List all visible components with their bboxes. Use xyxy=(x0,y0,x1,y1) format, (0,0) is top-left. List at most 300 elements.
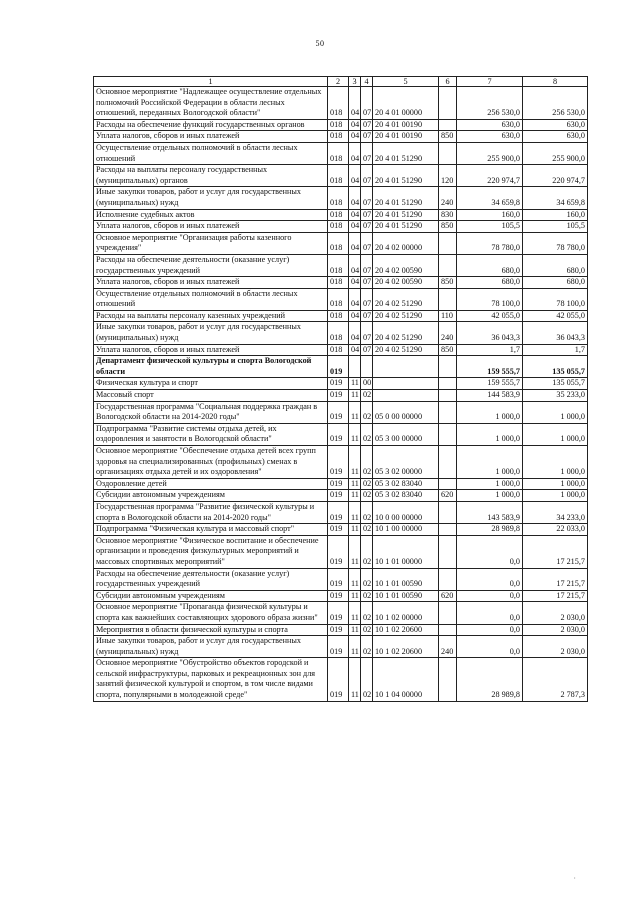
amount-year2-cell: 680,0 xyxy=(523,277,588,289)
target-article-cell: 20 4 01 00000 xyxy=(373,87,439,120)
amount-year2-cell: 1 000,0 xyxy=(523,423,588,445)
expense-type-cell xyxy=(439,568,457,590)
amount-year2-cell: 17 215,7 xyxy=(523,535,588,568)
table-row xyxy=(94,535,588,568)
subsection-code-cell: 02 xyxy=(361,423,373,445)
row-name-cell: Основное мероприятие "Обеспечение отдыха детей всех групп здоровья на специализированных (профильных) сменах в организациях отдыха детей и их оздоровления" xyxy=(94,446,328,479)
table-row xyxy=(94,322,588,344)
target-article-cell: 20 4 02 51290 xyxy=(373,310,439,322)
subsection-code-cell: 07 xyxy=(361,232,373,254)
target-article-cell: 10 1 00 00000 xyxy=(373,524,439,536)
amount-year2-cell: 630,0 xyxy=(523,131,588,143)
expense-type-cell: 240 xyxy=(439,636,457,658)
subsection-code-cell: 07 xyxy=(361,131,373,143)
section-code-cell: 11 xyxy=(349,390,361,402)
target-article-cell: 05 3 00 00000 xyxy=(373,423,439,445)
amount-year1-cell: 0,0 xyxy=(457,535,523,568)
expense-type-cell: 120 xyxy=(439,165,457,187)
amount-year1-cell: 28 989,8 xyxy=(457,658,523,701)
amount-year2-cell: 255 900,0 xyxy=(523,142,588,164)
row-name-cell: Основное мероприятие "Надлежащее осуществление отдельных полномочий Российской Федерации в области лесных отношений, переданных Вологодской области" xyxy=(94,87,328,120)
table-row xyxy=(94,254,588,276)
row-name-cell: Физическая культура и спорт xyxy=(94,378,328,390)
table-row xyxy=(94,187,588,209)
subsection-code-cell: 07 xyxy=(361,87,373,120)
admin-code-cell: 018 xyxy=(328,187,349,209)
subsection-code-cell: 07 xyxy=(361,277,373,289)
admin-code-cell: 019 xyxy=(328,535,349,568)
amount-year2-cell: 2 787,3 xyxy=(523,658,588,701)
target-article-cell: 05 3 02 00000 xyxy=(373,446,439,479)
expense-type-cell: 830 xyxy=(439,209,457,221)
amount-year2-cell: 135 055,7 xyxy=(523,356,588,378)
target-article-cell xyxy=(373,390,439,402)
section-code-cell: 11 xyxy=(349,636,361,658)
corner-mark: · xyxy=(573,874,576,883)
row-name-cell: Уплата налогов, сборов и иных платежей xyxy=(94,131,328,143)
amount-year1-cell: 144 583,9 xyxy=(457,390,523,402)
expense-type-cell xyxy=(439,87,457,120)
expense-type-cell: 620 xyxy=(439,490,457,502)
subsection-code-cell: 02 xyxy=(361,535,373,568)
section-code-cell: 11 xyxy=(349,501,361,523)
section-code-cell: 04 xyxy=(349,165,361,187)
budget-table xyxy=(93,76,588,702)
target-article-cell: 20 4 02 51290 xyxy=(373,344,439,356)
subsection-code-cell: 02 xyxy=(361,524,373,536)
expense-type-cell xyxy=(439,254,457,276)
amount-year1-cell: 0,0 xyxy=(457,568,523,590)
subsection-code-cell: 02 xyxy=(361,568,373,590)
admin-code-cell: 018 xyxy=(328,322,349,344)
subsection-code-cell: 07 xyxy=(361,142,373,164)
target-article-cell: 10 0 00 00000 xyxy=(373,501,439,523)
table-row xyxy=(94,401,588,423)
admin-code-cell: 018 xyxy=(328,310,349,322)
amount-year1-cell: 78 780,0 xyxy=(457,232,523,254)
admin-code-cell: 019 xyxy=(328,423,349,445)
header-cell: 7 xyxy=(457,77,523,87)
expense-type-cell xyxy=(439,446,457,479)
admin-code-cell: 018 xyxy=(328,119,349,131)
subsection-code-cell: 07 xyxy=(361,254,373,276)
subsection-code-cell: 07 xyxy=(361,221,373,233)
row-name-cell: Департамент физической культуры и спорта Вологодской области xyxy=(94,356,328,378)
section-code-cell: 11 xyxy=(349,378,361,390)
amount-year2-cell: 220 974,7 xyxy=(523,165,588,187)
table-row xyxy=(94,524,588,536)
row-name-cell: Государственная программа "Развитие физической культуры и спорта в Вологодской области на 2014-2020 годы" xyxy=(94,501,328,523)
amount-year1-cell: 42 055,0 xyxy=(457,310,523,322)
amount-year1-cell: 630,0 xyxy=(457,131,523,143)
table-row xyxy=(94,87,588,120)
table-row xyxy=(94,232,588,254)
section-code-cell: 11 xyxy=(349,602,361,624)
row-name-cell: Основное мероприятие "Физическое воспитание и обеспечение организации и проведения физкультурных мероприятий и массовых спортивных мероприятий" xyxy=(94,535,328,568)
amount-year1-cell: 1 000,0 xyxy=(457,478,523,490)
target-article-cell: 10 1 01 00590 xyxy=(373,568,439,590)
row-name-cell: Государственная программа "Социальная поддержка граждан в Вологодской области на 2014-2020 годы" xyxy=(94,401,328,423)
section-code-cell: 04 xyxy=(349,131,361,143)
row-name-cell: Подпрограмма "Физическая культура и массовый спорт" xyxy=(94,524,328,536)
amount-year2-cell: 42 055,0 xyxy=(523,310,588,322)
expense-type-cell xyxy=(439,624,457,636)
admin-code-cell: 019 xyxy=(328,478,349,490)
target-article-cell: 05 0 00 00000 xyxy=(373,401,439,423)
amount-year1-cell: 256 530,0 xyxy=(457,87,523,120)
expense-type-cell xyxy=(439,390,457,402)
expense-type-cell: 240 xyxy=(439,322,457,344)
header-cell: 5 xyxy=(373,77,439,87)
subsection-code-cell xyxy=(361,356,373,378)
amount-year1-cell: 1 000,0 xyxy=(457,423,523,445)
subsection-code-cell: 02 xyxy=(361,490,373,502)
section-code-cell: 11 xyxy=(349,568,361,590)
target-article-cell: 20 4 01 51290 xyxy=(373,165,439,187)
row-name-cell: Осуществление отдельных полномочий в области лесных отношений xyxy=(94,288,328,310)
amount-year1-cell: 78 100,0 xyxy=(457,288,523,310)
target-article-cell: 10 1 02 20600 xyxy=(373,636,439,658)
table-row xyxy=(94,142,588,164)
section-code-cell: 04 xyxy=(349,87,361,120)
table-row xyxy=(94,636,588,658)
amount-year2-cell: 1 000,0 xyxy=(523,478,588,490)
subsection-code-cell: 02 xyxy=(361,446,373,479)
expense-type-cell xyxy=(439,288,457,310)
admin-code-cell: 019 xyxy=(328,568,349,590)
expense-type-cell: 620 xyxy=(439,590,457,602)
row-name-cell: Мероприятия в области физической культуры и спорта xyxy=(94,624,328,636)
table-row xyxy=(94,624,588,636)
subsection-code-cell: 07 xyxy=(361,288,373,310)
target-article-cell: 10 1 01 00590 xyxy=(373,590,439,602)
expense-type-cell xyxy=(439,535,457,568)
table-row xyxy=(94,288,588,310)
amount-year1-cell: 630,0 xyxy=(457,119,523,131)
section-code-cell: 11 xyxy=(349,401,361,423)
table-row xyxy=(94,490,588,502)
section-code-cell: 04 xyxy=(349,187,361,209)
table-row xyxy=(94,209,588,221)
amount-year2-cell: 2 030,0 xyxy=(523,636,588,658)
row-name-cell: Уплата налогов, сборов и иных платежей xyxy=(94,221,328,233)
amount-year1-cell: 0,0 xyxy=(457,636,523,658)
admin-code-cell: 019 xyxy=(328,501,349,523)
row-name-cell: Основное мероприятие "Пропаганда физической культуры и спорта как важнейших составляющих здорового образа жизни" xyxy=(94,602,328,624)
amount-year1-cell: 220 974,7 xyxy=(457,165,523,187)
expense-type-cell: 850 xyxy=(439,131,457,143)
admin-code-cell: 018 xyxy=(328,344,349,356)
row-name-cell: Расходы на обеспечение деятельности (оказание услуг) государственных учреждений xyxy=(94,254,328,276)
section-code-cell: 11 xyxy=(349,478,361,490)
expense-type-cell xyxy=(439,142,457,164)
amount-year1-cell: 160,0 xyxy=(457,209,523,221)
subsection-code-cell: 02 xyxy=(361,602,373,624)
amount-year1-cell: 159 555,7 xyxy=(457,356,523,378)
row-name-cell: Субсидии автономным учреждениям xyxy=(94,590,328,602)
section-code-cell: 11 xyxy=(349,446,361,479)
amount-year1-cell: 0,0 xyxy=(457,624,523,636)
table-row xyxy=(94,602,588,624)
amount-year1-cell: 143 583,9 xyxy=(457,501,523,523)
expense-type-cell: 850 xyxy=(439,344,457,356)
amount-year1-cell: 0,0 xyxy=(457,602,523,624)
admin-code-cell: 019 xyxy=(328,446,349,479)
section-code-cell: 04 xyxy=(349,232,361,254)
amount-year1-cell: 159 555,7 xyxy=(457,378,523,390)
table-row xyxy=(94,119,588,131)
expense-type-cell xyxy=(439,658,457,701)
amount-year2-cell: 78 100,0 xyxy=(523,288,588,310)
header-cell: 1 xyxy=(94,77,328,87)
subsection-code-cell: 02 xyxy=(361,390,373,402)
amount-year2-cell: 34 233,0 xyxy=(523,501,588,523)
row-name-cell: Иные закупки товаров, работ и услуг для государственных (муниципальных) нужд xyxy=(94,322,328,344)
subsection-code-cell: 07 xyxy=(361,209,373,221)
amount-year1-cell: 1 000,0 xyxy=(457,401,523,423)
admin-code-cell: 018 xyxy=(328,165,349,187)
section-code-cell: 04 xyxy=(349,322,361,344)
amount-year1-cell: 0,0 xyxy=(457,590,523,602)
target-article-cell: 20 4 01 00190 xyxy=(373,119,439,131)
expense-type-cell xyxy=(439,401,457,423)
target-article-cell: 10 1 01 00000 xyxy=(373,535,439,568)
target-article-cell: 20 4 02 00590 xyxy=(373,254,439,276)
section-code-cell: 04 xyxy=(349,209,361,221)
admin-code-cell: 018 xyxy=(328,277,349,289)
amount-year1-cell: 28 989,8 xyxy=(457,524,523,536)
amount-year2-cell: 1 000,0 xyxy=(523,401,588,423)
section-code-cell: 04 xyxy=(349,142,361,164)
admin-code-cell: 019 xyxy=(328,658,349,701)
admin-code-cell: 018 xyxy=(328,87,349,120)
target-article-cell: 05 3 02 83040 xyxy=(373,490,439,502)
row-name-cell: Исполнение судебных актов xyxy=(94,209,328,221)
amount-year2-cell: 2 030,0 xyxy=(523,624,588,636)
subsection-code-cell: 02 xyxy=(361,401,373,423)
target-article-cell: 20 4 02 00000 xyxy=(373,232,439,254)
amount-year2-cell: 1,7 xyxy=(523,344,588,356)
target-article-cell: 10 1 02 00000 xyxy=(373,602,439,624)
row-name-cell: Оздоровление детей xyxy=(94,478,328,490)
row-name-cell: Уплата налогов, сборов и иных платежей xyxy=(94,344,328,356)
subsection-code-cell: 02 xyxy=(361,501,373,523)
expense-type-cell xyxy=(439,423,457,445)
amount-year1-cell: 1 000,0 xyxy=(457,490,523,502)
subsection-code-cell: 07 xyxy=(361,165,373,187)
section-code-cell: 04 xyxy=(349,119,361,131)
amount-year1-cell: 680,0 xyxy=(457,277,523,289)
table-row xyxy=(94,501,588,523)
target-article-cell: 20 4 01 51290 xyxy=(373,221,439,233)
table-row xyxy=(94,378,588,390)
subsection-code-cell: 07 xyxy=(361,187,373,209)
target-article-cell: 20 4 01 00190 xyxy=(373,131,439,143)
target-article-cell: 20 4 01 51290 xyxy=(373,142,439,164)
section-code-cell: 04 xyxy=(349,277,361,289)
section-code-cell: 11 xyxy=(349,624,361,636)
section-code-cell: 04 xyxy=(349,310,361,322)
amount-year2-cell: 22 033,0 xyxy=(523,524,588,536)
page-number: 50 xyxy=(315,39,325,48)
section-code-cell: 11 xyxy=(349,490,361,502)
target-article-cell: 05 3 02 83040 xyxy=(373,478,439,490)
subsection-code-cell: 07 xyxy=(361,310,373,322)
amount-year2-cell: 17 215,7 xyxy=(523,590,588,602)
header-cell: 6 xyxy=(439,77,457,87)
section-code-cell: 04 xyxy=(349,221,361,233)
expense-type-cell xyxy=(439,232,457,254)
amount-year1-cell: 34 659,8 xyxy=(457,187,523,209)
amount-year1-cell: 105,5 xyxy=(457,221,523,233)
header-cell: 8 xyxy=(523,77,588,87)
amount-year1-cell: 255 900,0 xyxy=(457,142,523,164)
expense-type-cell: 850 xyxy=(439,277,457,289)
row-name-cell: Основное мероприятие "Обустройство объектов городской и сельской инфраструктуры, парковых и рекреационных зон для занятий физической культурой и спортом, в том числе видами спорта, популярными в молодежной среде" xyxy=(94,658,328,701)
row-name-cell: Основное мероприятие "Организация работы казенного учреждения" xyxy=(94,232,328,254)
amount-year2-cell: 1 000,0 xyxy=(523,490,588,502)
section-code-cell: 11 xyxy=(349,535,361,568)
target-article-cell xyxy=(373,378,439,390)
amount-year2-cell: 34 659,8 xyxy=(523,187,588,209)
admin-code-cell: 018 xyxy=(328,232,349,254)
expense-type-cell xyxy=(439,478,457,490)
row-name-cell: Иные закупки товаров, работ и услуг для государственных (муниципальных) нужд xyxy=(94,187,328,209)
expense-type-cell xyxy=(439,524,457,536)
table-row xyxy=(94,590,588,602)
admin-code-cell: 019 xyxy=(328,602,349,624)
admin-code-cell: 018 xyxy=(328,288,349,310)
section-code-cell: 04 xyxy=(349,344,361,356)
table-row xyxy=(94,221,588,233)
table-row xyxy=(94,568,588,590)
target-article-cell: 20 4 01 51290 xyxy=(373,209,439,221)
expense-type-cell xyxy=(439,501,457,523)
admin-code-cell: 019 xyxy=(328,624,349,636)
header-cell: 4 xyxy=(361,77,373,87)
row-name-cell: Подпрограмма "Развитие системы отдыха детей, их оздоровления и занятости в Вологодской области" xyxy=(94,423,328,445)
section-code-cell: 11 xyxy=(349,590,361,602)
section-code-cell: 11 xyxy=(349,658,361,701)
row-name-cell: Расходы на выплаты персоналу государственных (муниципальных) органов xyxy=(94,165,328,187)
subsection-code-cell: 02 xyxy=(361,478,373,490)
amount-year2-cell: 105,5 xyxy=(523,221,588,233)
expense-type-cell xyxy=(439,378,457,390)
expense-type-cell: 110 xyxy=(439,310,457,322)
table-row xyxy=(94,356,588,378)
amount-year1-cell: 1,7 xyxy=(457,344,523,356)
amount-year2-cell: 17 215,7 xyxy=(523,568,588,590)
target-article-cell: 10 1 04 00000 xyxy=(373,658,439,701)
amount-year2-cell: 35 233,0 xyxy=(523,390,588,402)
admin-code-cell: 019 xyxy=(328,378,349,390)
table-row xyxy=(94,277,588,289)
target-article-cell: 10 1 02 20600 xyxy=(373,624,439,636)
section-code-cell: 04 xyxy=(349,288,361,310)
admin-code-cell: 018 xyxy=(328,131,349,143)
amount-year2-cell: 1 000,0 xyxy=(523,446,588,479)
table-row xyxy=(94,446,588,479)
table-row xyxy=(94,423,588,445)
row-name-cell: Расходы на обеспечение функций государственных органов xyxy=(94,119,328,131)
subsection-code-cell: 02 xyxy=(361,636,373,658)
subsection-code-cell: 02 xyxy=(361,590,373,602)
subsection-code-cell: 00 xyxy=(361,378,373,390)
subsection-code-cell: 02 xyxy=(361,624,373,636)
table-row xyxy=(94,478,588,490)
amount-year2-cell: 256 530,0 xyxy=(523,87,588,120)
header-cell: 2 xyxy=(328,77,349,87)
expense-type-cell: 240 xyxy=(439,187,457,209)
amount-year1-cell: 680,0 xyxy=(457,254,523,276)
row-name-cell: Расходы на выплаты персоналу казенных учреждений xyxy=(94,310,328,322)
row-name-cell: Субсидии автономным учреждениям xyxy=(94,490,328,502)
admin-code-cell: 019 xyxy=(328,401,349,423)
admin-code-cell: 018 xyxy=(328,142,349,164)
subsection-code-cell: 07 xyxy=(361,344,373,356)
table-row xyxy=(94,131,588,143)
amount-year2-cell: 135 055,7 xyxy=(523,378,588,390)
table-row xyxy=(94,165,588,187)
admin-code-cell: 018 xyxy=(328,209,349,221)
target-article-cell: 20 4 01 51290 xyxy=(373,187,439,209)
row-name-cell: Иные закупки товаров, работ и услуг для государственных (муниципальных) нужд xyxy=(94,636,328,658)
admin-code-cell: 019 xyxy=(328,490,349,502)
table-row xyxy=(94,658,588,701)
expense-type-cell: 850 xyxy=(439,221,457,233)
admin-code-cell: 019 xyxy=(328,356,349,378)
admin-code-cell: 019 xyxy=(328,590,349,602)
row-name-cell: Осуществление отдельных полномочий в области лесных отношений xyxy=(94,142,328,164)
section-code-cell: 04 xyxy=(349,254,361,276)
amount-year2-cell: 78 780,0 xyxy=(523,232,588,254)
amount-year2-cell: 36 043,3 xyxy=(523,322,588,344)
table-row xyxy=(94,344,588,356)
subsection-code-cell: 07 xyxy=(361,119,373,131)
admin-code-cell: 019 xyxy=(328,636,349,658)
admin-code-cell: 018 xyxy=(328,221,349,233)
section-code-cell xyxy=(349,356,361,378)
table-row xyxy=(94,310,588,322)
admin-code-cell: 018 xyxy=(328,254,349,276)
target-article-cell: 20 4 02 51290 xyxy=(373,288,439,310)
table-row xyxy=(94,390,588,402)
subsection-code-cell: 02 xyxy=(361,658,373,701)
admin-code-cell: 019 xyxy=(328,390,349,402)
subsection-code-cell: 07 xyxy=(361,322,373,344)
expense-type-cell xyxy=(439,356,457,378)
amount-year1-cell: 36 043,3 xyxy=(457,322,523,344)
amount-year1-cell: 1 000,0 xyxy=(457,446,523,479)
header-row xyxy=(94,77,588,87)
amount-year2-cell: 160,0 xyxy=(523,209,588,221)
target-article-cell: 20 4 02 51290 xyxy=(373,322,439,344)
row-name-cell: Расходы на обеспечение деятельности (оказание услуг) государственных учреждений xyxy=(94,568,328,590)
section-code-cell: 11 xyxy=(349,423,361,445)
amount-year2-cell: 2 030,0 xyxy=(523,602,588,624)
header-cell: 3 xyxy=(349,77,361,87)
expense-type-cell xyxy=(439,119,457,131)
target-article-cell: 20 4 02 00590 xyxy=(373,277,439,289)
target-article-cell xyxy=(373,356,439,378)
amount-year2-cell: 680,0 xyxy=(523,254,588,276)
row-name-cell: Уплата налогов, сборов и иных платежей xyxy=(94,277,328,289)
expense-type-cell xyxy=(439,602,457,624)
row-name-cell: Массовый спорт xyxy=(94,390,328,402)
section-code-cell: 11 xyxy=(349,524,361,536)
amount-year2-cell: 630,0 xyxy=(523,119,588,131)
admin-code-cell: 019 xyxy=(328,524,349,536)
